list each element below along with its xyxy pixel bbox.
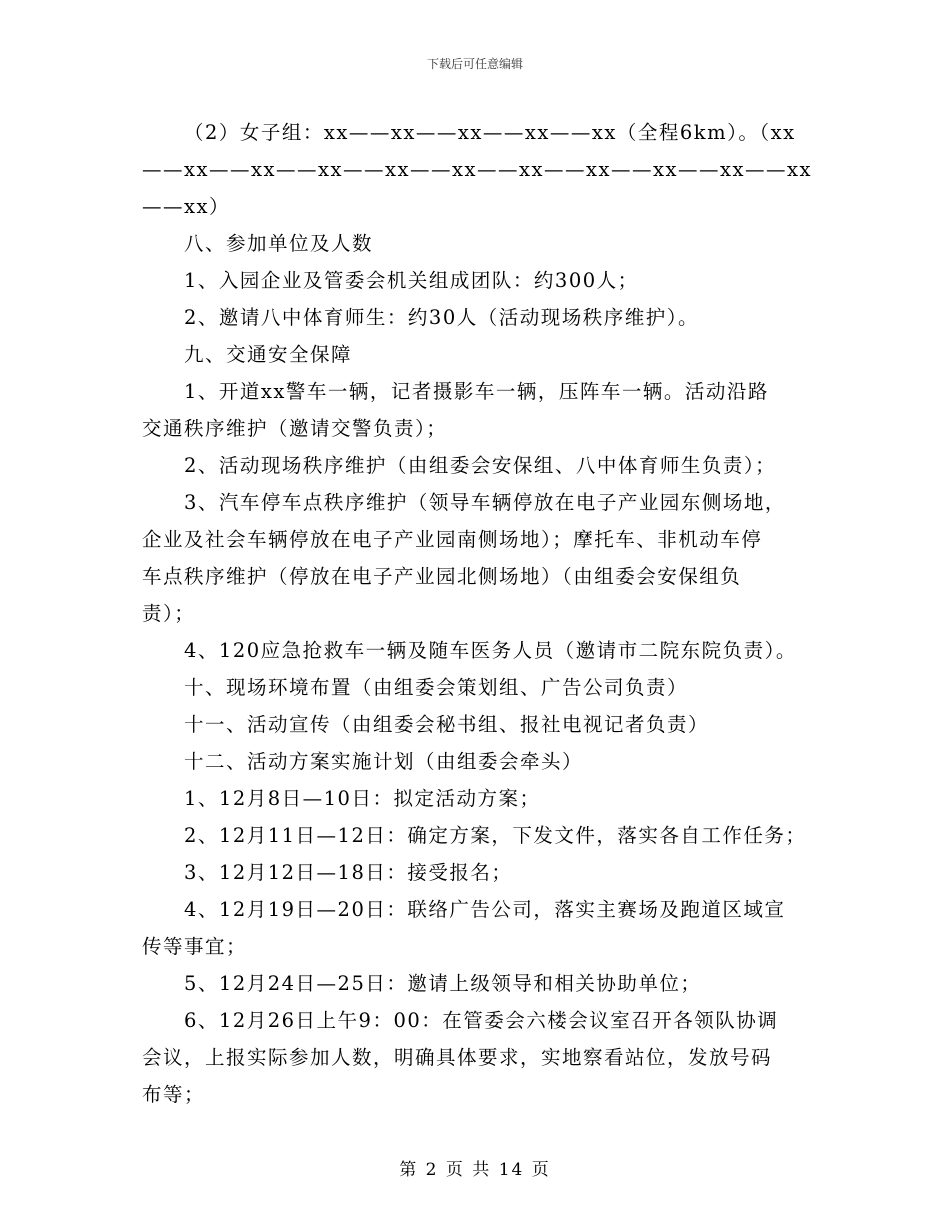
section-12-item-6-line-3: 布等； xyxy=(142,1083,206,1106)
section-8-heading: 八、参加单位及人数 xyxy=(184,232,374,255)
women-route-line-2: ——xx——xx——xx——xx——xx——xx——xx——xx——xx——xx xyxy=(142,158,812,181)
women-route-line-1: （2）女子组：xx——xx——xx——xx——xx（全程6km）。（xx xyxy=(184,121,796,144)
section-9-item-3 xyxy=(142,484,812,632)
section-9-item-3-line-3: 车点秩序维护（停放在电子产业园北侧场地）（由组委会安保组负 xyxy=(142,565,742,588)
women-route-paragraph xyxy=(142,114,812,225)
section-9-item-1 xyxy=(142,373,812,447)
section-10-heading: 十、现场环境布置（由组委会策划组、广告公司负责） xyxy=(184,676,689,699)
section-12-heading: 十二、活动方案实施计划（由组委会牵头） xyxy=(184,750,584,773)
section-12-item-4 xyxy=(142,891,812,965)
women-route-line-3: ——xx） xyxy=(142,195,230,218)
section-12-item-5: 5、12月24日—25日：邀请上级领导和相关协助单位； xyxy=(184,972,702,995)
section-12-item-3: 3、12月12日—18日：接受报名； xyxy=(184,861,513,884)
section-12-item-6-line-2: 会议，上报实际参加人数，明确具体要求，实地察看站位，发放号码 xyxy=(142,1046,773,1069)
section-9-item-3-line-1: 3、汽车停车点秩序维护（领导车辆停放在电子产业园东侧场地， xyxy=(184,491,786,514)
section-9-item-3-line-2: 企业及社会车辆停放在电子产业园南侧场地）；摩托车、非机动车停 xyxy=(142,528,763,551)
section-12-item-2: 2、12月11日—12日：确定方案，下发文件，落实各自工作任务； xyxy=(184,824,807,847)
section-12-item-4-line-1: 4、12月19日—20日：联络广告公司，落实主赛场及跑道区域宣 xyxy=(184,898,786,921)
section-9-item-2: 2、活动现场秩序维护（由组委会安保组、八中体育师生负责）； xyxy=(184,454,777,477)
document-body xyxy=(142,114,812,1113)
section-12-item-1: 1、12月8日—10日：拟定活动方案； xyxy=(184,787,541,810)
section-9-item-4: 4、120应急抢救车一辆及随车医务人员（邀请市二院东院负责）。 xyxy=(184,639,797,662)
section-9-heading: 九、交通安全保障 xyxy=(184,343,353,366)
section-11-heading: 十一、活动宣传（由组委会秘书组、报社电视记者负责） xyxy=(184,713,710,736)
section-12-item-6-line-1: 6、12月26日上午9：00：在管委会六楼会议室召开各领队协调 xyxy=(184,1009,779,1032)
section-9-item-3-line-4: 责）； xyxy=(142,602,196,625)
section-8-item-1: 1、入园企业及管委会机关组成团队：约300人； xyxy=(184,269,639,292)
section-12-item-4-line-2: 传等事宜； xyxy=(142,935,248,958)
section-9-item-1-line-1: 1、开道xx警车一辆，记者摄影车一辆，压阵车一辆。活动沿路 xyxy=(184,380,769,403)
page-header-note: 下载后可任意编辑 xyxy=(426,57,523,71)
section-9-item-1-line-2: 交通秩序维护（邀请交警负责）； xyxy=(142,417,448,440)
section-12-item-6 xyxy=(142,1002,812,1113)
page-number-footer: 第 2 页 共 14 页 xyxy=(399,1160,551,1180)
section-8-item-2: 2、邀请八中体育师生：约30人（活动现场秩序维护）。 xyxy=(184,306,699,329)
